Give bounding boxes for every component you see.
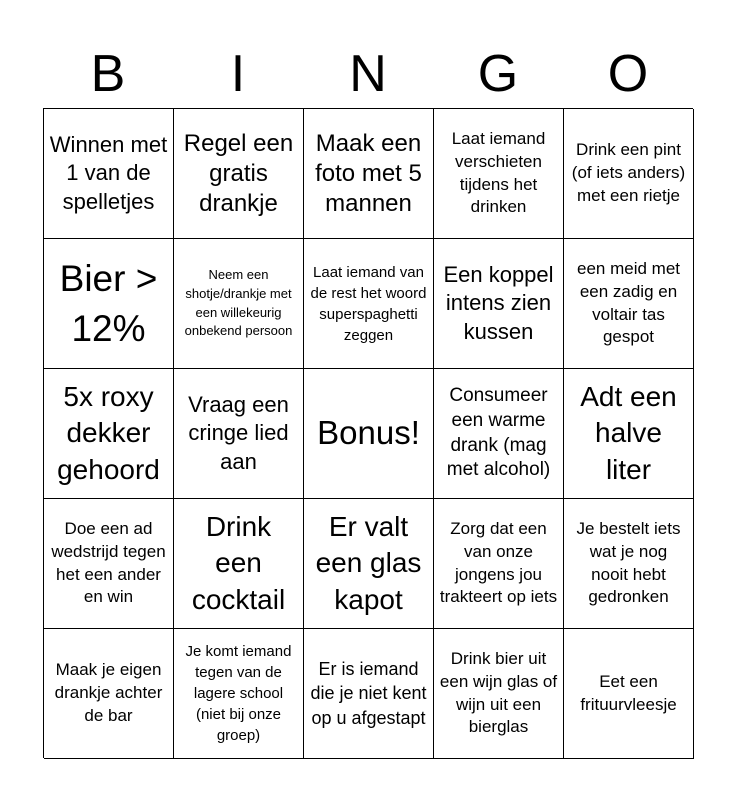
bingo-cell[interactable] [174,109,304,239]
cell-text: Er is iemand die je niet kent op u afgestapt [310,659,427,728]
bingo-cell[interactable] [304,629,434,759]
bingo-cell[interactable] [44,109,174,239]
cell-text: Zorg dat een van onze jongens jou trakteert op iets [439,518,558,607]
header-letter-i: I [230,45,246,103]
cell-text: Vraag een cringe lied aan [188,391,289,474]
cell-text: Drink een pint (of iets anders) met een rietje [571,140,686,205]
cell-text: Eet een frituurvleesje [580,671,677,714]
cell-text: Er valt een glas kapot [315,510,422,615]
bingo-cell[interactable] [564,499,694,629]
cell-text: Maak je eigen drankje achter de bar [54,660,163,725]
bingo-cell[interactable] [304,239,434,369]
bingo-cell[interactable] [44,499,174,629]
bingo-cell[interactable] [434,629,564,759]
cell-text: Laat iemand verschieten tijdens het drinken [451,128,546,217]
cell-text: Een koppel intens zien kussen [443,261,554,344]
header-letter-n: N [349,45,387,103]
bingo-cell[interactable] [434,109,564,239]
bingo-cell[interactable] [564,369,694,499]
bingo-board [43,108,693,758]
cell-text: Bonus! [317,414,420,452]
bingo-cell[interactable] [304,109,434,239]
bingo-cell[interactable] [174,369,304,499]
cell-text: Je komt iemand tegen van de lagere school (niet bij onze groep) [185,643,292,744]
bingo-cell[interactable] [44,369,174,499]
cell-text: een meid met een zadig en voltair tas gespot [577,258,680,347]
bingo-cell[interactable] [434,239,564,369]
cell-text: Je bestelt iets wat je nog nooit hebt gedronken [576,518,681,607]
bingo-cell[interactable] [44,239,174,369]
bingo-cell[interactable] [174,629,304,759]
cell-text: Consumeer een warme drank (mag met alcohol) [446,385,551,481]
cell-text: Regel een gratis drankje [183,129,294,217]
bingo-cell[interactable] [174,499,304,629]
bingo-cell[interactable] [564,109,694,239]
cell-text: Doe een ad wedstrijd tegen het een ander en win [51,518,166,607]
bingo-cell[interactable] [44,629,174,759]
header-letter-g: G [477,45,519,103]
bingo-cell[interactable] [564,629,694,759]
cell-text: 5x roxy dekker gehoord [57,380,160,485]
cell-text: Maak een foto met 5 mannen [315,129,422,217]
cell-text: Adt een halve liter [580,380,677,485]
bingo-cell[interactable] [434,369,564,499]
bingo-cell[interactable] [304,499,434,629]
header-letter-o: O [607,45,649,103]
cell-text: Bier > 12% [59,257,158,349]
cell-text: Neem een shotje/drankje met een willekeurig onbekend persoon [184,266,293,339]
cell-text: Winnen met 1 van de spelletjes [49,131,168,214]
cell-text: Drink bier uit een wijn glas of wijn uit een bierglas [439,648,558,737]
bingo-cell[interactable] [564,239,694,369]
bingo-cell[interactable] [304,369,434,499]
header-letter-b: B [90,45,126,103]
cell-text: Laat iemand van de rest het woord superspaghetti zeggen [310,263,427,344]
bingo-header [43,40,693,108]
bingo-cell[interactable] [434,499,564,629]
bingo-cell[interactable] [174,239,304,369]
cell-text: Drink een cocktail [191,510,286,615]
